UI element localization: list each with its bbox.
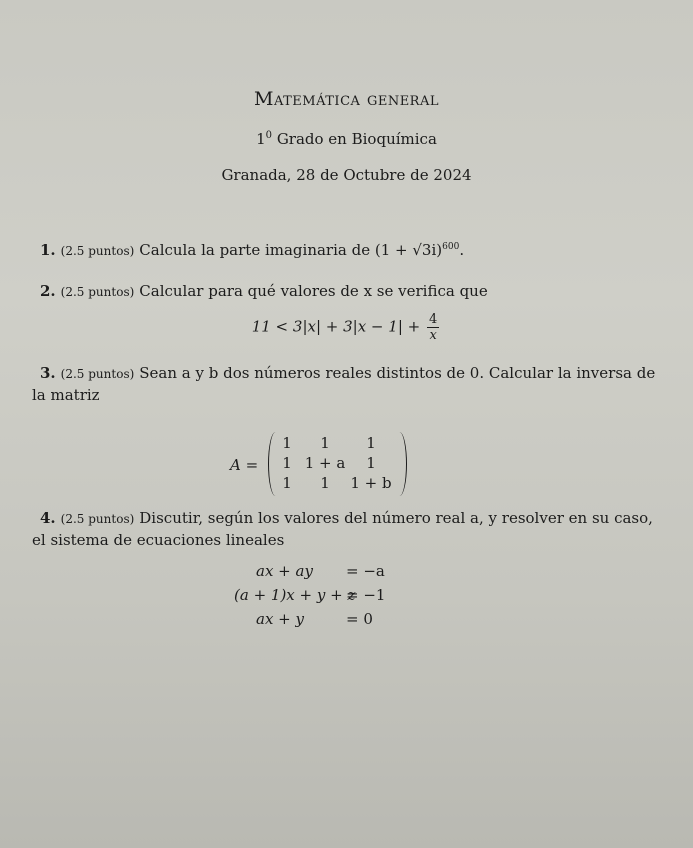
exam-title: Matemática general	[253, 88, 439, 110]
problem-2-number: 2.	[40, 282, 56, 300]
problem-1-number: 1.	[40, 241, 56, 259]
problem-4-points: (2.5 puntos)	[60, 512, 135, 526]
equation-1-lhs: ax + ay	[256, 562, 313, 580]
problem-3-number: 3.	[40, 364, 56, 382]
problem-2-points: (2.5 puntos)	[60, 285, 135, 299]
problem-4-text: Discutir, según los valores del número real a, y resolver en su caso, el sistema de ecuaciones lineales	[32, 509, 653, 549]
equation-3-lhs: ax + y	[256, 610, 304, 628]
matrix-A	[230, 432, 430, 498]
inequality-fraction	[427, 312, 439, 343]
matrix-cell: 1	[282, 434, 292, 452]
matrix-cell: 1	[282, 474, 292, 492]
equation-2-lhs: (a + 1)x + y + z	[234, 586, 356, 604]
date-line: Granada, 28 de Octubre de 2024	[221, 166, 472, 184]
problem-1-end: .	[459, 241, 465, 259]
degree-line	[0, 130, 693, 148]
degree-year: 1	[256, 130, 266, 148]
fraction-denominator: x	[429, 328, 437, 343]
matrix-cell: 1 + a	[304, 454, 346, 472]
matrix-cell: 1	[366, 434, 376, 452]
matrix-cell: 1	[320, 474, 330, 492]
fraction-numerator: 4	[429, 312, 438, 327]
problem-1-text: Calcula la parte imaginaria de	[139, 241, 371, 259]
problem-3-text: Sean a y b dos números reales distintos de 0. Calcular la inversa de la matriz	[32, 364, 656, 404]
equation-2-rhs: = −1	[346, 586, 386, 604]
matrix-cell: 1	[320, 434, 330, 452]
problem-4	[32, 508, 658, 551]
problem-1-expression: (1 + √3i)	[374, 241, 443, 259]
matrix-label: A =	[230, 456, 259, 474]
problem-3	[32, 363, 658, 406]
problem-1-points: (2.5 puntos)	[60, 244, 135, 258]
problem-2-inequality	[0, 312, 693, 343]
equation-system	[0, 562, 693, 632]
matrix-cell: 1	[282, 454, 292, 472]
equation-3-rhs: = 0	[346, 610, 373, 628]
problem-2	[40, 281, 650, 303]
problem-1-exponent: 600	[442, 242, 460, 252]
problem-1	[40, 237, 650, 262]
problem-3-points: (2.5 puntos)	[60, 367, 135, 381]
problem-4-number: 4.	[40, 509, 56, 527]
matrix-cell: 1 + b	[350, 474, 392, 492]
inequality-left: 11 < 3|x| + 3|x − 1| +	[251, 317, 421, 336]
degree-year-sup: 0	[265, 130, 273, 141]
matrix-cell: 1	[366, 454, 376, 472]
degree-name: Grado en Bioquímica	[276, 130, 437, 148]
equation-1-rhs: = −a	[346, 562, 385, 580]
problem-2-text: Calcular para qué valores de x se verifica que	[139, 282, 488, 300]
